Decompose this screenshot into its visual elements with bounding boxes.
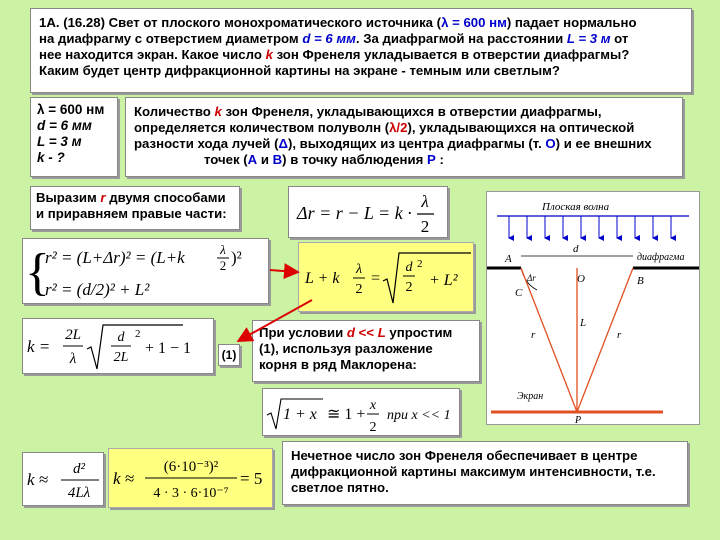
svg-text:C: C: [515, 287, 523, 299]
svg-text:d: d: [117, 330, 125, 345]
conclusion: Нечетное число зон Френеля обеспечивает в центре дифракционной картины максимум интенсивности, т.е. светлое пятно.: [282, 441, 688, 505]
svg-text:P: P: [575, 415, 582, 424]
svg-text:A: A: [505, 253, 512, 265]
problem-number: 1А.: [39, 15, 60, 30]
svg-text:λ: λ: [355, 262, 363, 277]
given-d: d = 6 мм: [37, 118, 92, 133]
svg-text:r: r: [617, 329, 622, 341]
svg-text:d: d: [405, 260, 413, 275]
svg-text:x: x: [369, 398, 377, 413]
svg-text:d²: d²: [73, 461, 85, 477]
svg-text:Экран: Экран: [517, 391, 544, 402]
svg-text:L + k: L + k: [305, 270, 340, 287]
given-k: k - ?: [37, 150, 65, 165]
arrow-system-to-equated: [270, 270, 296, 272]
svg-text:k =: k =: [27, 337, 51, 356]
svg-text:2L: 2L: [113, 350, 129, 365]
svg-text:O: O: [577, 273, 585, 285]
svg-text:d: d: [573, 243, 579, 255]
svg-text:{: {: [25, 244, 50, 301]
problem-statement: 1А. (16.28) Свет от плоского монохроматического источника (λ = 600 нм) падает нормально на диафрагму с отверстием диаметром d = 6 мм. За диафрагмой на расстоянии L = 3 м от нее находится экран. Какое число k зон Френеля укладывается в отверстии диафрагмы? Каким будет центр дифракционной картины на экране - темным или светлым?: [30, 8, 692, 93]
given-L: L = 3 м: [37, 134, 82, 149]
svg-text:2: 2: [420, 217, 430, 236]
express-r-note: Выразим r двумя способами и приравняем правые части:: [30, 186, 240, 230]
svg-text:Плоская волна: Плоская волна: [542, 201, 610, 213]
svg-text:Δr = r − L = k ·: Δr = r − L = k ·: [297, 203, 412, 223]
svg-text:+ L²: + L²: [429, 272, 458, 289]
svg-text:диафрагма: диафрагма: [637, 252, 685, 263]
svg-text:2: 2: [405, 280, 413, 295]
svg-text:2: 2: [135, 328, 141, 340]
svg-text:2: 2: [369, 420, 377, 435]
arrow-equated-to-k: [240, 300, 312, 340]
svg-text:λ: λ: [421, 192, 429, 211]
svg-text:≅ 1 +: ≅ 1 +: [327, 406, 366, 423]
fresnel-count-explanation: Количество k зон Френеля, укладывающихся в отверстии диафрагмы, определяется количеством полуволн (λ/2), укладывающихся на оптической разности хода лучей (Δ), выходящих из центра диафрагмы (т. О) и ее внешних точек (А и В) в точку наблюдения Р :: [125, 97, 683, 177]
equation-number: (1): [218, 344, 240, 366]
given-lambda: λ = 600 нм: [37, 102, 105, 117]
svg-text:2: 2: [219, 258, 227, 273]
svg-text:λ: λ: [69, 351, 77, 367]
svg-text:= 5: = 5: [240, 469, 263, 488]
svg-text:+ 1 − 1: + 1 − 1: [145, 340, 192, 357]
svg-text:k ≈: k ≈: [113, 469, 135, 488]
svg-text:r² = (L+Δr)² = (L+k: r² = (L+Δr)² = (L+k: [45, 248, 185, 267]
svg-text:=: =: [371, 270, 381, 287]
svg-text:1 + x: 1 + x: [283, 406, 317, 423]
svg-text:4Lλ: 4Lλ: [67, 485, 91, 501]
svg-text:Δr: Δr: [527, 273, 536, 283]
svg-text:2L: 2L: [65, 327, 81, 343]
svg-text:)²: )²: [231, 248, 242, 267]
svg-text:2: 2: [417, 258, 423, 270]
svg-text:r² = (d/2)² + L²: r² = (d/2)² + L²: [45, 280, 150, 299]
svg-text:4 · 3 · 6·10⁻⁷: 4 · 3 · 6·10⁻⁷: [153, 486, 229, 501]
maclaurin-condition: При условии d << L упростим (1), используя разложение корня в ряд Маклорена:: [252, 320, 480, 382]
svg-text:B: B: [637, 275, 644, 287]
svg-text:k ≈: k ≈: [27, 470, 49, 489]
svg-text:λ: λ: [220, 242, 226, 257]
svg-text:2: 2: [355, 282, 363, 297]
svg-text:(6·10⁻³)²: (6·10⁻³)²: [163, 459, 219, 475]
svg-text:L: L: [580, 317, 587, 329]
svg-text:r: r: [531, 329, 536, 341]
svg-text:при x << 1: при x << 1: [387, 408, 451, 423]
